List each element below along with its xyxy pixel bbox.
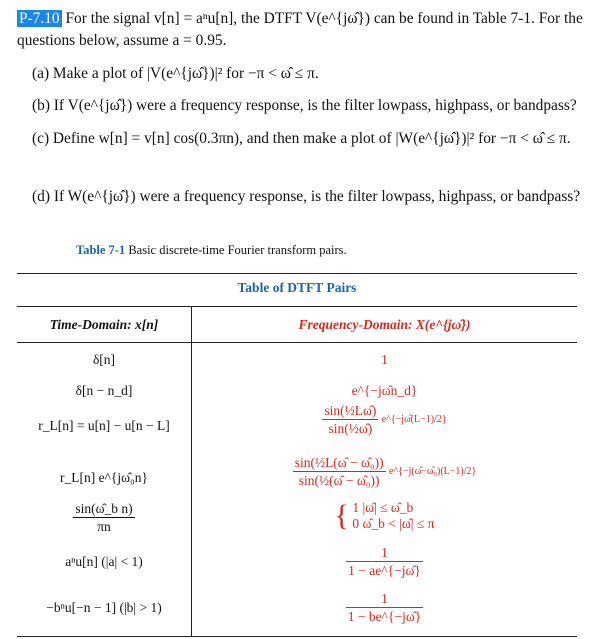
question-d: [32, 186, 602, 208]
fraction: [346, 590, 423, 625]
case-stopband: 0 ω̂_b < |ω̂| ≤ π: [352, 516, 435, 531]
left-brace: {: [334, 499, 349, 532]
table-row-time: r_L[n] e^{jω̂₀n}: [60, 470, 148, 485]
table-row-time: aⁿu[n] (|a| < 1): [65, 554, 143, 569]
fraction-numerator: sin(ω̂_b n): [75, 501, 133, 516]
table-row-freq: [192, 544, 577, 579]
question-b: (b) If V(e^{jω̂}) were a frequency response, is the filter lowpass, highpass, or bandpass?: [32, 97, 577, 114]
fraction-numerator: sin(½Lω̂): [324, 403, 377, 418]
question-a: (a) Make a plot of |V(e^{jω̂})|² for −π < ω̂ ≤ π.: [32, 65, 319, 82]
problem-intro: [17, 8, 602, 52]
fraction-denominator: 1 − be^{−jω̂}: [347, 609, 422, 624]
fraction-denominator: sin(½(ω̂ − ω̂₀)): [298, 473, 380, 488]
case-passband: 1 |ω̂| ≤ ω̂_b: [352, 500, 414, 515]
fraction: [293, 454, 386, 489]
table-caption-label: Table 7-1: [76, 243, 126, 257]
piecewise-cases: [352, 500, 434, 532]
fraction: [73, 500, 134, 535]
table-caption: [76, 243, 347, 258]
table-title: Table of DTFT Pairs: [237, 280, 357, 295]
table-row-freq: e^{−jω̂n_d}: [351, 383, 418, 398]
phase-exponential: e^{−j(ω̂−ω̂₀)(L−1)/2}: [389, 466, 477, 477]
fraction-numerator: sin(½L(ω̂ − ω̂₀)): [294, 455, 384, 470]
table-rule: [17, 342, 577, 343]
table-row-time: δ[n]: [92, 352, 116, 367]
fraction-denominator: 1 − ae^{−jω̂}: [348, 563, 421, 578]
table-row-time: −bⁿu[−n − 1] (|b| > 1): [46, 600, 162, 615]
fraction: [322, 402, 378, 437]
fraction: [346, 544, 423, 579]
table-row-time: [17, 500, 191, 535]
problem-intro-text: For the signal v[n] = aⁿu[n], the DTFT V(e^{jω̂}) can be found in Table 7-1. For the questions below, assume a = 0.95.: [17, 10, 583, 49]
fraction-denominator: πn: [97, 519, 111, 534]
table-caption-text: Basic discrete-time Fourier transform pairs.: [128, 243, 347, 257]
fraction-numerator: 1: [346, 590, 423, 608]
table-row-freq: [192, 454, 577, 489]
problem-tag[interactable]: P-7.10: [19, 10, 60, 27]
header-time-domain: Time-Domain: x[n]: [49, 317, 159, 332]
fraction-numerator: 1: [346, 544, 423, 562]
table-rule: [17, 306, 577, 307]
question-c: (c) Define w[n] = v[n] cos(0.3πn), and then make a plot of |W(e^{jω̂})|² for −π < ω̂ ≤ π.: [32, 130, 571, 147]
fraction-denominator: sin(½ω̂): [328, 421, 373, 436]
table-row-freq: 1: [381, 352, 388, 367]
phase-exponential: e^{−jω̂(L−1)/2}: [381, 414, 447, 425]
header-frequency-domain: Frequency-Domain: X(e^{jω̂}): [298, 317, 471, 332]
dtft-table: [17, 273, 577, 637]
question-d-label: (d): [32, 188, 50, 205]
table-row-freq: [192, 500, 577, 532]
table-row-time: r_L[n] = u[n] − u[n − L]: [38, 418, 170, 433]
table-row-time: δ[n − n_d]: [75, 383, 133, 398]
table-row-freq: [192, 402, 577, 437]
question-d-text: If W(e^{jω̂}) were a frequency response, is the filter lowpass, highpass, or bandpass?: [53, 188, 581, 205]
table-row-freq: [192, 590, 577, 625]
